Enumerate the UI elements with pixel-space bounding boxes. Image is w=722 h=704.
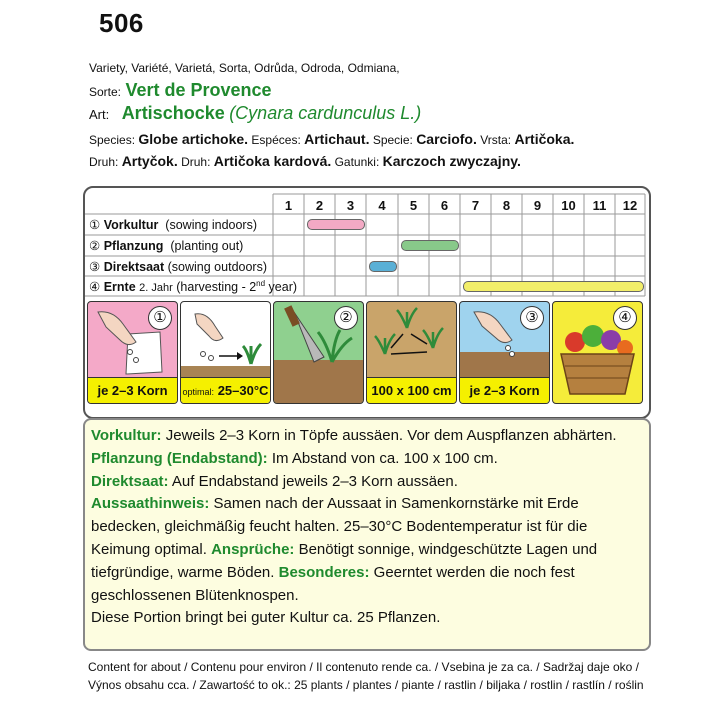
step-3-badge: ③: [520, 306, 544, 330]
month-header: 11: [592, 198, 607, 213]
text-besonderes: Geerntet werden die noch fest geschlossenen Blütenknospen.: [91, 563, 575, 604]
text-portion: Diese Portion bringt bei guter Kultur ca. 25 Pflanzen.: [91, 609, 441, 627]
footer-line-2: Výnos obsahu cca. / Zawartość to ok.: 25 plants / plantes / piante / rastlin / biljaka / rostlin / rastlín / roślin: [88, 678, 644, 692]
month-header: 1: [284, 198, 293, 213]
month-header: 10: [561, 198, 576, 213]
sorte-label: Sorte:: [89, 85, 122, 99]
row-note: (harvesting - 2: [176, 280, 257, 295]
heading-aussaat: Aussaathinweis:: [91, 495, 210, 513]
row-ernte: [89, 279, 297, 294]
month-header: 3: [346, 198, 355, 213]
species-value: Artičoka.: [514, 131, 575, 147]
row-name: Direktsaat: [103, 260, 165, 274]
month-header: 12: [622, 198, 638, 213]
plant-spacing-illustration: [367, 302, 456, 378]
species-label: Espéces:: [251, 133, 301, 147]
instructions-text: [91, 425, 645, 630]
row-name: Pflanzung: [103, 239, 164, 253]
text-pflanzung: Im Abstand von ca. 100 x 100 cm.: [267, 449, 498, 467]
art-latin: (Cynara cardunculus L.): [229, 103, 422, 123]
species-value: Artichaut.: [304, 131, 370, 147]
species-label: Vrsta:: [480, 133, 512, 147]
panel-vorkultur: [87, 301, 178, 404]
art-label: Art:: [89, 107, 110, 122]
sorte-value: Vert de Provence: [125, 80, 272, 100]
step-4-badge: ④: [613, 306, 637, 330]
species-value: Artičoka kardová.: [213, 153, 332, 169]
step-2-badge: ②: [334, 306, 358, 330]
text-direktsaat: Auf Endabstand jeweils 2–3 Korn aussäen.: [168, 472, 458, 490]
month-header: 6: [440, 198, 449, 213]
panel-label: [181, 377, 270, 403]
month-header: 7: [471, 198, 480, 213]
panel-label-temp: 25–30°C: [217, 383, 269, 398]
panel-spacing: [366, 301, 457, 404]
panel-label-small: optimal:: [182, 387, 215, 397]
species-label: Druh:: [89, 155, 119, 169]
month-header: 4: [378, 198, 386, 213]
panel-label: je 2–3 Korn: [88, 377, 177, 403]
heading-vorkultur: Vorkultur:: [91, 427, 162, 444]
species-label: Species:: [89, 133, 136, 147]
species-label: Specie:: [372, 133, 413, 147]
step-4-icon: ④: [89, 280, 101, 295]
month-header: 8: [502, 198, 511, 213]
text-aussaat: Samen nach der Aussaat in Samenkornstärke mit Erde bedecken, gleichmäßig feucht halten. 25–30°C Bodentemperatur ist für die Keimung optimal.: [91, 495, 588, 558]
step-2-icon: ②: [89, 239, 101, 253]
species-value: Carciofo.: [416, 131, 477, 147]
row-name: Ernte: [103, 280, 136, 295]
art-value: Artischocke: [121, 103, 225, 123]
footer-line-1: Content for about / Contenu pour environ / Il contenuto rende ca. / Vsebina je za ca. / Sadržaj daje oko /: [88, 660, 640, 674]
text-vorkultur: Jeweils 2–3 Korn in Töpfe aussäen. Vor dem Auspflanzen abhärten.: [161, 427, 617, 444]
step-1-badge: ①: [148, 306, 172, 330]
row-note: (sowing outdoors): [167, 260, 267, 274]
text-ansprueche: Benötigt sonnige, windgeschützte Lagen und tiefgründige, warme Böden.: [91, 540, 598, 581]
heading-ansprueche: Ansprüche:: [211, 540, 295, 558]
calendar-bar: [369, 261, 397, 272]
product-number: 506: [99, 8, 144, 38]
row-vorkultur: [89, 217, 257, 232]
species-value: Globe artichoke.: [138, 131, 249, 147]
month-header: 9: [533, 198, 542, 213]
heading-pflanzung: Pflanzung (Endabstand):: [91, 449, 268, 467]
germination-illustration: [181, 302, 270, 378]
calendar-bar: [401, 240, 459, 251]
panel-label: je 2–3 Korn: [460, 377, 549, 403]
step-3-icon: ③: [89, 260, 101, 274]
row-note: year): [265, 280, 298, 295]
species-label: Gatunki:: [334, 155, 380, 169]
panel-ernte: [552, 301, 643, 404]
panel-pflanzung: [273, 301, 364, 404]
variety-languages: Variety, Variété, Varietá, Sorta, Odrůda, Odroda, Odmiana,: [89, 61, 400, 75]
panel-temperature: [180, 301, 271, 404]
species-value: Artyčok.: [121, 153, 178, 169]
panel-direktsaat: [459, 301, 550, 404]
row-note: nd: [256, 279, 266, 288]
row-note: (sowing indoors): [165, 218, 258, 232]
row-pflanzung: [89, 238, 243, 253]
calendar-bar: [463, 281, 644, 292]
species-value: Karczoch zwyczajny.: [382, 153, 521, 169]
species-label: Druh:: [181, 155, 211, 169]
month-header: 5: [409, 198, 418, 213]
calendar-bar: [307, 219, 365, 230]
heading-direktsaat: Direktsaat:: [91, 472, 169, 490]
row-note: 2. Jahr: [139, 282, 173, 295]
row-note: (planting out): [170, 239, 244, 253]
row-direktsaat: [89, 259, 267, 274]
month-header: 2: [315, 198, 324, 213]
row-name: Vorkultur: [103, 218, 159, 232]
step-1-icon: ①: [89, 218, 101, 232]
heading-besonderes: Besonderes:: [278, 563, 370, 581]
panel-label: 100 x 100 cm: [367, 377, 456, 403]
